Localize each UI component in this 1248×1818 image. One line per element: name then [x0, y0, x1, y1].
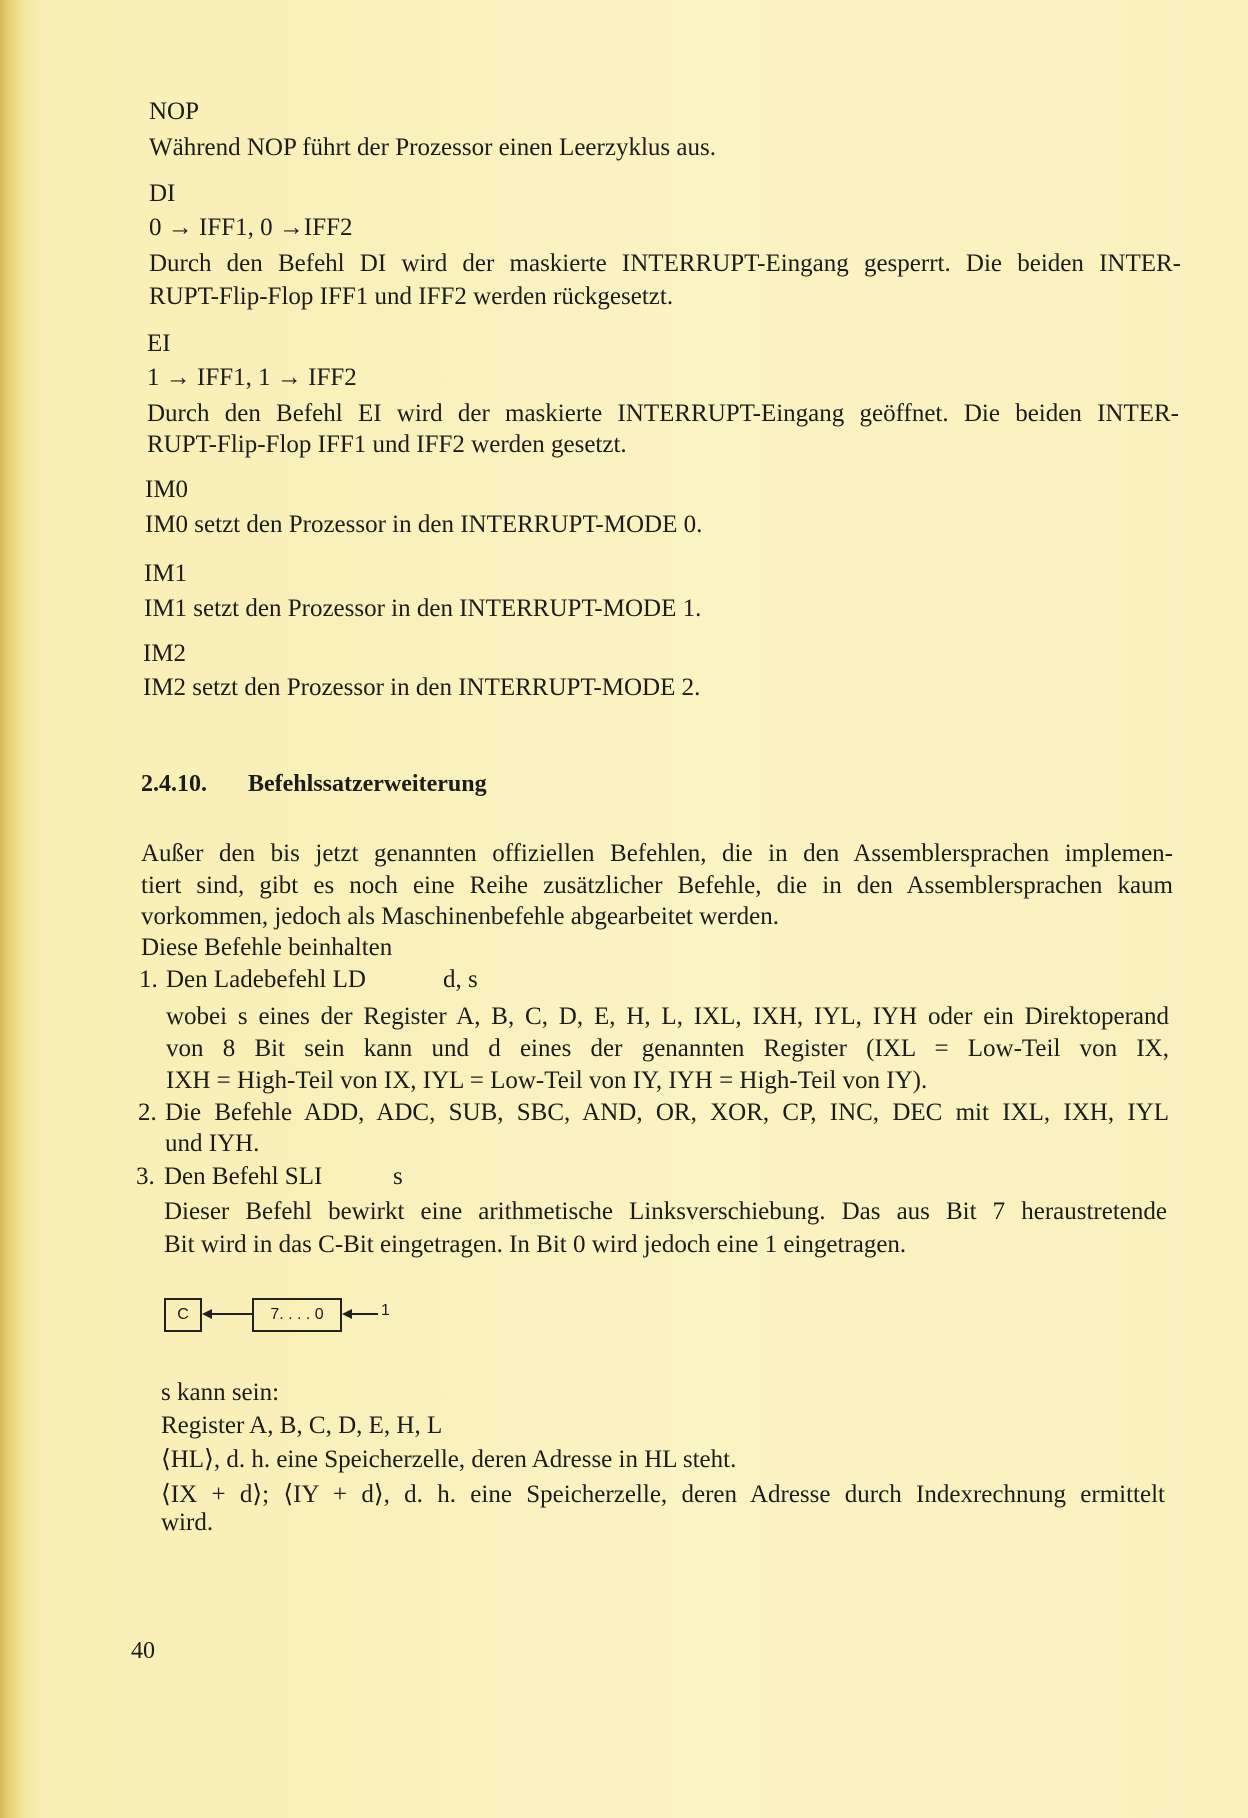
list-item-line: und IYH.	[165, 1130, 260, 1157]
register-bits-label: 7. . . . 0	[270, 1306, 324, 1323]
nop-title: NOP	[149, 98, 200, 125]
im1-title: IM1	[144, 560, 188, 587]
list-item-line: wobei s eines der Register A, B, C, D, E, H, L, IXL, IXH, IYL, IYH oder ein Direktoperand	[166, 1003, 1169, 1030]
shift-arrows	[164, 1296, 404, 1336]
section-number: 2.4.10.	[141, 771, 207, 797]
arrow-left-icon	[202, 1309, 212, 1319]
operand-line: wird.	[161, 1509, 214, 1536]
list-item-line: Die Befehle ADD, ADC, SUB, SBC, AND, OR, XOR, CP, INC, DEC mit IXL, IXH, IYL	[165, 1099, 1169, 1126]
intro-line: vorkommen, jedoch als Maschinenbefehle abgearbeitet werden.	[141, 903, 779, 930]
list-item-line: von 8 Bit sein kann und d eines der genannten Register (IXL = Low-Teil von IX,	[166, 1035, 1169, 1062]
operand-line: s kann sein:	[161, 1379, 280, 1406]
di-description-line: RUPT-Flip-Flop IFF1 und IFF2 werden rückgesetzt.	[149, 283, 674, 310]
intro-line: Außer den bis jetzt genannten offiziellen Befehlen, die in den Assemblersprachen implemen-	[141, 840, 1173, 867]
list-item-operand: d, s	[443, 966, 478, 993]
im2-title: IM2	[143, 640, 187, 667]
list-item-operand: s	[393, 1163, 403, 1190]
list-item-heading: Den Ladebefehl LD	[166, 966, 366, 993]
im1-description: IM1 setzt den Prozessor in den INTERRUPT-MODE 1.	[144, 595, 702, 622]
list-item-line: IXH = High-Teil von IX, IYL = Low-Teil von IY, IYH = High-Teil von IY).	[166, 1067, 928, 1094]
ei-description-line: RUPT-Flip-Flop IFF1 und IFF2 werden gesetzt.	[147, 431, 627, 458]
list-item-number: 1.	[139, 966, 158, 993]
di-description-line: Durch den Befehl DI wird der maskierte INTERRUPT-Eingang gesperrt. Die beiden INTER-	[149, 250, 1181, 277]
intro-line: tiert sind, gibt es noch eine Reihe zusätzlicher Befehle, die in den Assemblersprachen kaum	[141, 872, 1173, 899]
operand-line: ⟨HL⟩, d. h. eine Speicherzelle, deren Adresse in HL steht.	[161, 1446, 737, 1473]
carry-bit-label: C	[177, 1306, 189, 1323]
arrow-left-icon	[342, 1309, 352, 1319]
section-title: Befehlssatzerweiterung	[248, 771, 487, 797]
operand-line: ⟨IX + d⟩; ⟨IY + d⟩, d. h. eine Speicherzelle, deren Adresse durch Indexrechnung ermittelt	[161, 1481, 1165, 1508]
ei-formula: 1 → IFF1, 1 → IFF2	[147, 364, 357, 391]
im0-title: IM0	[145, 476, 189, 503]
di-formula: 0 → IFF1, 0 →IFF2	[149, 214, 353, 241]
di-title: DI	[149, 180, 176, 207]
intro-line: Diese Befehle beinhalten	[141, 934, 393, 961]
list-item-heading: Den Befehl SLI	[164, 1163, 323, 1190]
page-number: 40	[131, 1638, 155, 1664]
im0-description: IM0 setzt den Prozessor in den INTERRUPT-MODE 0.	[145, 511, 703, 538]
operand-line: Register A, B, C, D, E, H, L	[161, 1412, 443, 1439]
list-item-line: Bit wird in das C-Bit eingetragen. In Bit 0 wird jedoch eine 1 eingetragen.	[164, 1231, 907, 1258]
ei-title: EI	[147, 330, 171, 357]
list-item-number: 3.	[136, 1163, 155, 1190]
nop-description: Während NOP führt der Prozessor einen Leerzyklus aus.	[149, 134, 716, 161]
ei-description-line: Durch den Befehl EI wird der maskierte INTERRUPT-Eingang geöffnet. Die beiden INTER-	[147, 400, 1179, 427]
list-item-line: Dieser Befehl bewirkt eine arithmetische Linksverschiebung. Das aus Bit 7 heraustretende	[164, 1198, 1167, 1225]
input-bit-label: 1	[381, 1302, 390, 1319]
im2-description: IM2 setzt den Prozessor in den INTERRUPT-MODE 2.	[143, 674, 701, 701]
list-item-number: 2.	[138, 1099, 157, 1126]
